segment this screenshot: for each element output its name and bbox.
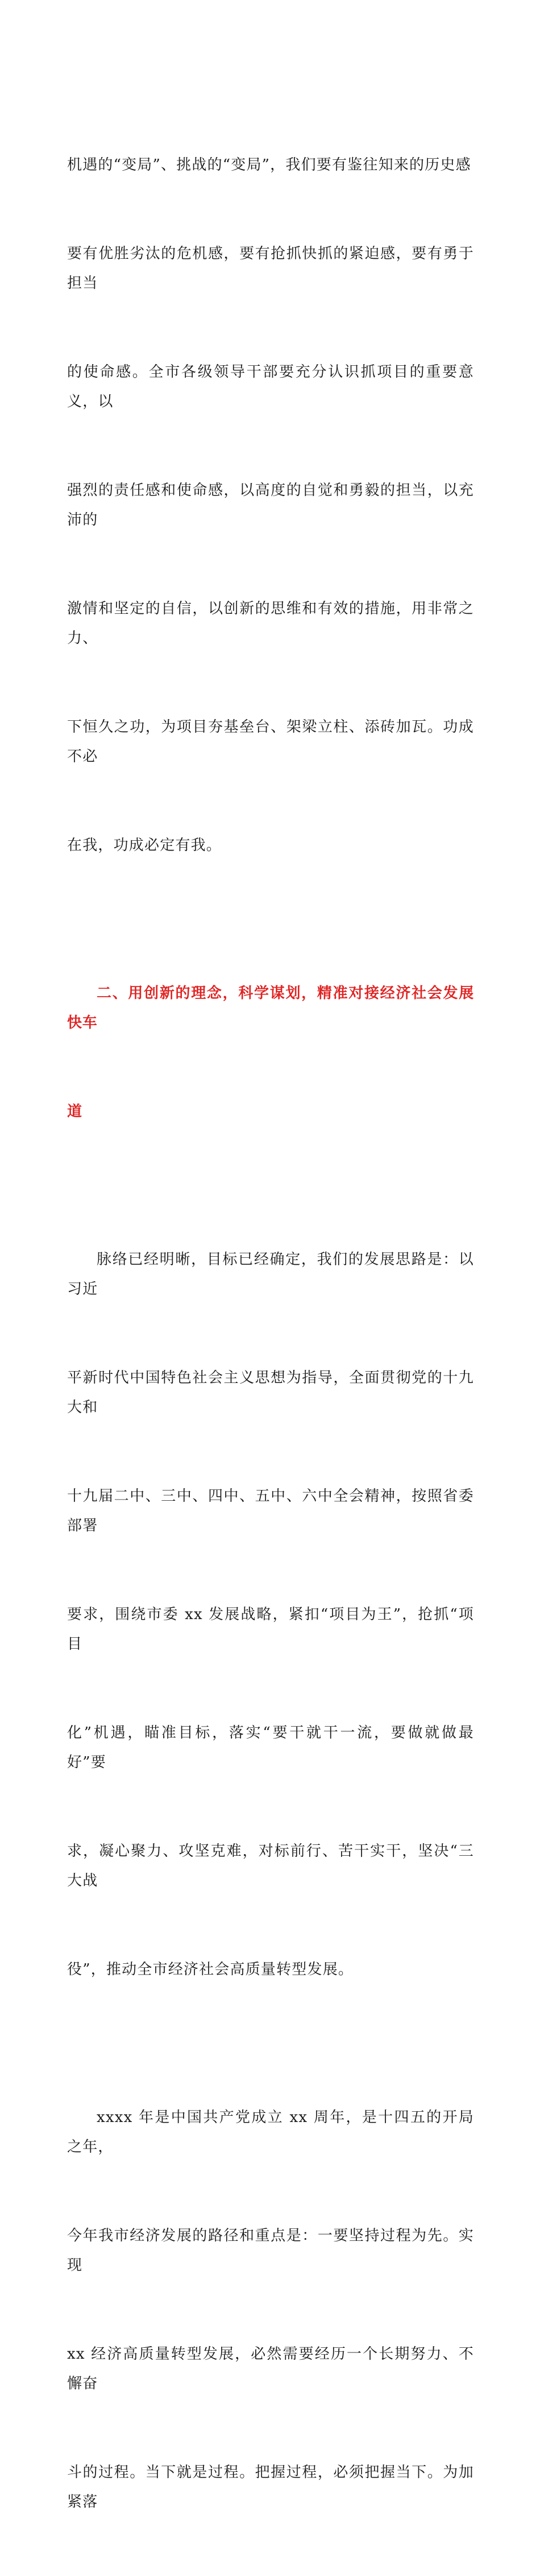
text-line: 下恒久之功，为项目夯基垒台、架梁立柱、添砖加瓦。功成不必 xyxy=(67,719,474,765)
text-line: 强烈的责任感和使命感，以高度的自觉和勇毅的担当，以充沛的 xyxy=(67,482,474,529)
text-line: 化”机遇，瞄准目标，落实“要干就干一流，要做就做最好”要 xyxy=(67,1724,474,1771)
text-line: 要有优胜劣汰的危机感，要有抢抓快抓的紧迫感，要有勇于担当 xyxy=(67,245,474,292)
text-line: 脉络已经明晰，目标已经确定，我们的发展思路是：以习近 xyxy=(67,1251,474,1298)
text-line: 在我，功成必定有我。 xyxy=(67,837,222,854)
text-line: 机遇的“变局”、挑战的“变局”，我们要有鉴往知来的历史感 xyxy=(67,156,471,174)
heading-line: 道 xyxy=(67,1103,82,1120)
heading-line: 二、用创新的理念，科学谋划，精准对接经济社会发展快车 xyxy=(67,985,474,1031)
body-paragraph-1 xyxy=(67,91,474,919)
document-page xyxy=(67,91,474,2576)
body-paragraph-3 xyxy=(67,2044,474,2576)
text-line: 的使命感。全市各级领导干部要充分认识抓项目的重要意义，以 xyxy=(67,364,474,410)
text-line: 平新时代中国特色社会主义思想为指导，全面贯彻党的十九大和 xyxy=(67,1369,474,1416)
text-line: 求，凝心聚力、攻坚克难，对标前行、苦干实干，坚决“三大战 xyxy=(67,1843,474,1889)
text-line: xx 经济高质量转型发展，必然需要经历一个长期努力、不懈奋 xyxy=(67,2346,474,2392)
body-paragraph-2 xyxy=(67,1186,474,2044)
text-line: 斗的过程。当下就是过程。把握过程，必须把握当下。为加紧落 xyxy=(67,2464,474,2511)
text-line: 今年我市经济发展的路径和重点是：一要坚持过程为先。实现 xyxy=(67,2227,474,2274)
text-line: 要求，围绕市委 xx 发展战略，紧扣“项目为王”，抢抓“项目 xyxy=(67,1606,474,1653)
text-line: 十九届二中、三中、四中、五中、六中全会精神，按照省委部署 xyxy=(67,1488,474,1534)
section-heading xyxy=(67,919,474,1186)
text-line: 役”，推动全市经济社会高质量转型发展。 xyxy=(67,1961,354,1978)
text-line: xxxx 年是中国共产党成立 xx 周年，是十四五的开局之年， xyxy=(67,2109,474,2156)
text-line: 激情和坚定的自信，以创新的思维和有效的措施，用非常之力、 xyxy=(67,600,474,647)
